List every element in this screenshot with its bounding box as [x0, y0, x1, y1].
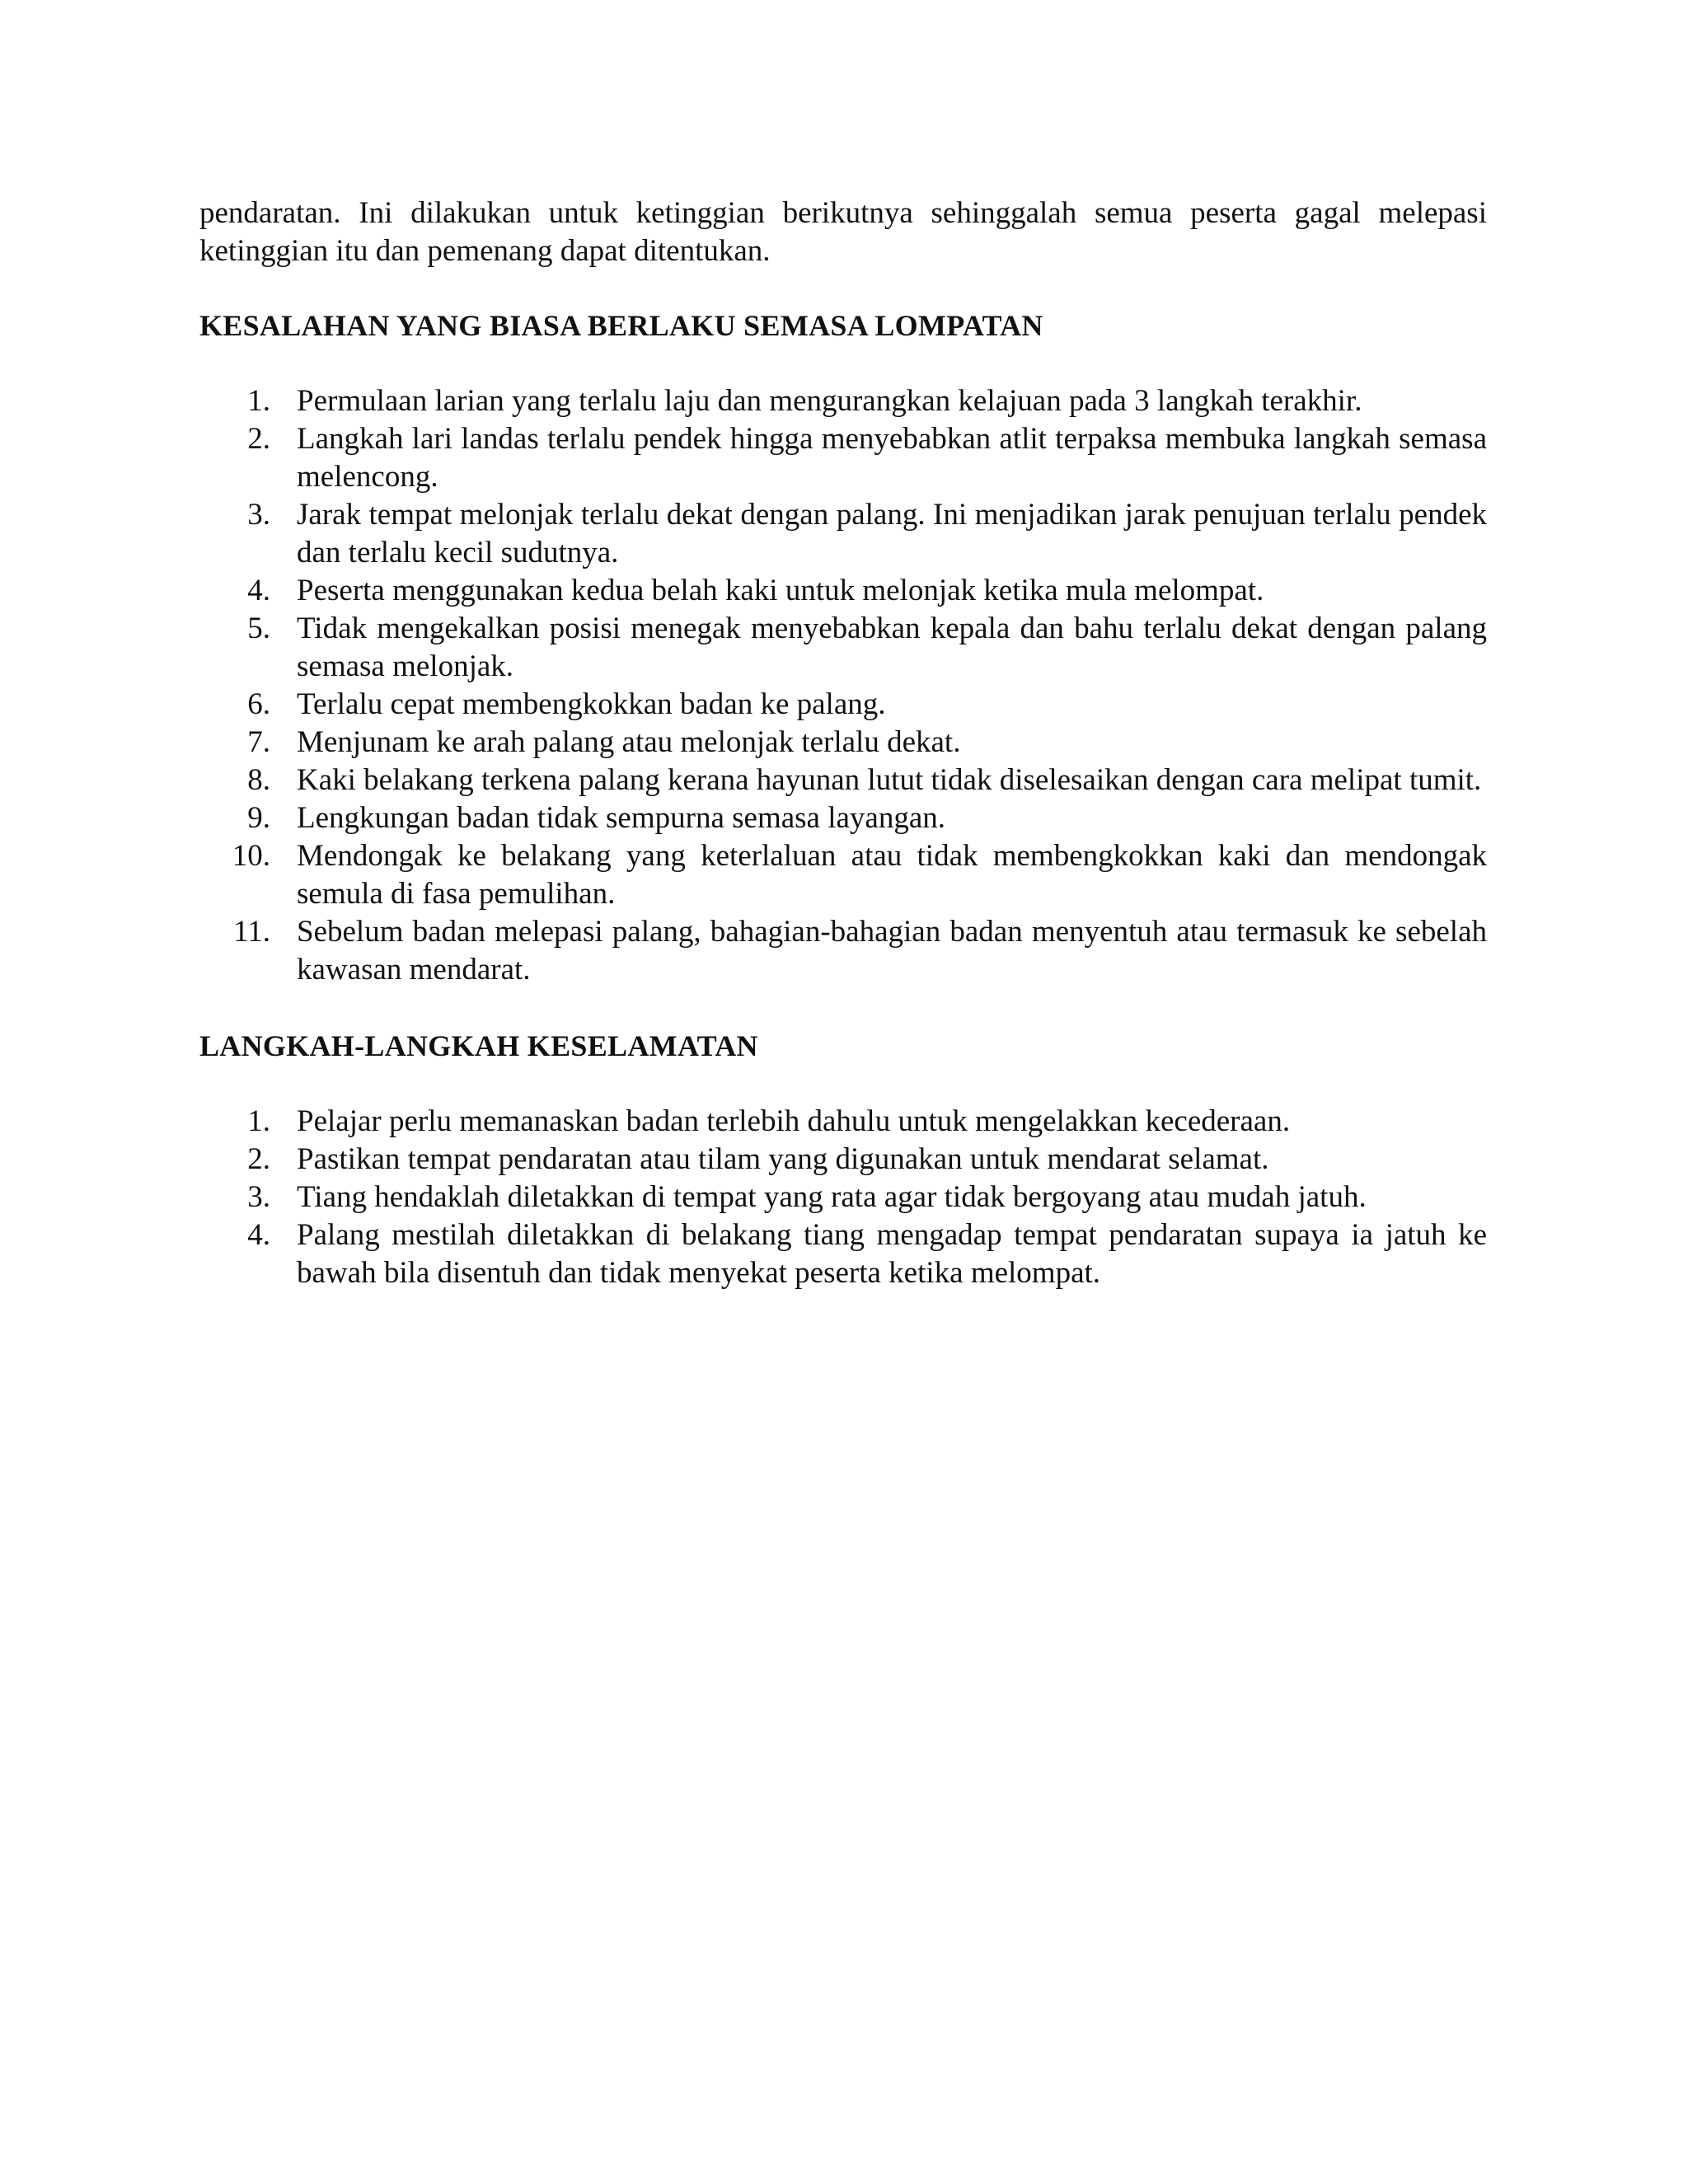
- list-item-text: Palang mestilah diletakkan di belakang tiang mengadap tempat pendaratan supaya ia jatuh ke bawah bila disentuh dan tidak menyekat peserta ketika melompat.: [297, 1218, 1487, 1290]
- list-item: [199, 686, 1487, 724]
- list-item-number: 2.: [247, 422, 270, 456]
- list-item: [199, 382, 1487, 420]
- list-item-number: 5.: [247, 612, 270, 645]
- list-item-text: Mendongak ke belakang yang keterlaluan atau tidak membengkokkan kaki dan mendongak semula di fasa pemulihan.: [297, 839, 1487, 911]
- kesalahan-list: [199, 382, 1487, 989]
- list-item-number: 10.: [232, 839, 270, 873]
- list-item-text: Pastikan tempat pendaratan atau tilam yang digunakan untuk mendarat selamat.: [297, 1142, 1269, 1176]
- list-item-number: 4.: [247, 1218, 270, 1252]
- list-item-number: 3.: [247, 1180, 270, 1214]
- list-item: [199, 1216, 1487, 1292]
- list-item: [199, 913, 1487, 989]
- list-item-number: 1.: [247, 1104, 270, 1138]
- list-item-text: Jarak tempat melonjak terlalu dekat dengan palang. Ini menjadikan jarak penujuan terlalu pendek dan terlalu kecil sudutnya.: [297, 498, 1487, 569]
- document-page: [199, 194, 1487, 1292]
- section-heading-keselamatan: LANGKAH-LANGKAH KESELAMATAN: [199, 1029, 758, 1062]
- list-item-number: 1.: [247, 384, 270, 418]
- list-item-number: 3.: [247, 498, 270, 532]
- list-item-text: Tiang hendaklah diletakkan di tempat yang rata agar tidak bergoyang atau mudah jatuh.: [297, 1180, 1367, 1214]
- list-item: [199, 1179, 1487, 1216]
- list-item: [199, 1141, 1487, 1179]
- list-item-number: 2.: [247, 1142, 270, 1176]
- list-item-number: 6.: [247, 687, 270, 721]
- list-item: [199, 1103, 1487, 1141]
- list-item-text: Lengkungan badan tidak sempurna semasa layangan.: [297, 801, 946, 835]
- list-item-number: 7.: [247, 725, 270, 759]
- list-item-number: 11.: [233, 915, 270, 949]
- list-item-text: Terlalu cepat membengkokkan badan ke palang.: [297, 687, 886, 721]
- list-item-text: Sebelum badan melepasi palang, bahagian-bahagian badan menyentuh atau termasuk ke sebelah kawasan mendarat.: [297, 915, 1487, 987]
- list-item-number: 4.: [247, 574, 270, 607]
- list-item-text: Peserta menggunakan kedua belah kaki untuk melonjak ketika mula melompat.: [297, 574, 1264, 607]
- section-heading-kesalahan: KESALAHAN YANG BIASA BERLAKU SEMASA LOMPATAN: [199, 309, 1043, 342]
- list-item: [199, 799, 1487, 837]
- list-item-text: Menjunam ke arah palang atau melonjak terlalu dekat.: [297, 725, 961, 759]
- list-item-number: 9.: [247, 801, 270, 835]
- keselamatan-list: [199, 1103, 1487, 1292]
- list-item: [199, 572, 1487, 610]
- intro-paragraph: pendaratan. Ini dilakukan untuk ketinggian berikutnya sehinggalah semua peserta gagal melepasi ketinggian itu dan pemenang dapat ditentukan.: [199, 196, 1487, 268]
- list-item-text: Langkah lari landas terlalu pendek hingga menyebabkan atlit terpaksa membuka langkah semasa melencong.: [297, 422, 1487, 494]
- list-item-text: Tidak mengekalkan posisi menegak menyebabkan kepala dan bahu terlalu dekat dengan palang semasa melonjak.: [297, 612, 1487, 683]
- list-item-text: Kaki belakang terkena palang kerana hayunan lutut tidak diselesaikan dengan cara melipat tumit.: [297, 763, 1482, 797]
- list-item-text: Pelajar perlu memanaskan badan terlebih dahulu untuk mengelakkan kecederaan.: [297, 1104, 1291, 1138]
- list-item: [199, 724, 1487, 762]
- list-item: [199, 610, 1487, 686]
- list-item: [199, 420, 1487, 496]
- list-item: [199, 496, 1487, 572]
- list-item: [199, 762, 1487, 799]
- list-item-number: 8.: [247, 763, 270, 797]
- list-item: [199, 837, 1487, 913]
- list-item-text: Permulaan larian yang terlalu laju dan mengurangkan kelajuan pada 3 langkah terakhir.: [297, 384, 1362, 418]
